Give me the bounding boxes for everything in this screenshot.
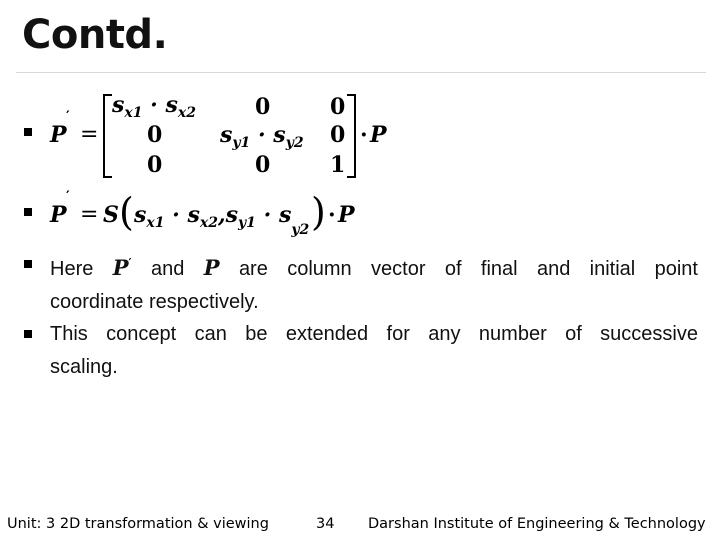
eq2-args: $s_{x1} \cdot s_{x2},s_{y1} \cdot s_{y2}$ — [134, 202, 310, 238]
eq2-close-paren: ) — [311, 190, 326, 234]
eq2-equals: = — [80, 202, 99, 227]
eq2-lhs: P — [50, 202, 67, 228]
eq2-func: S — [103, 202, 119, 228]
eq1-rhs: P — [370, 122, 387, 148]
eq1-prime: ′ — [66, 109, 70, 125]
matrix-r3c1: 0 — [147, 152, 163, 178]
bullet-text-here: Here P′ and P are column vector of final and initial point coordinate respectively. — [50, 247, 698, 319]
eq2-open-paren: ( — [119, 190, 134, 234]
matrix-r2c3: 0 — [330, 122, 346, 148]
eq1-times: · — [360, 122, 368, 148]
footer-page-number: 34 — [316, 516, 335, 532]
bullet-text-concept: This concept can be extended for any number of successive scaling. — [50, 318, 698, 384]
bullet-marker-1 — [24, 128, 32, 136]
bullet-marker-4 — [24, 330, 32, 338]
matrix-r2c2: $s_{y1} \cdot s_{y2}$ — [220, 122, 304, 151]
footer-institute: Darshan Institute of Engineering & Technology — [368, 516, 706, 532]
symbol-p-prime: P′ — [112, 255, 132, 280]
matrix-r3c3: 1 — [330, 152, 346, 178]
matrix-left-bracket — [103, 94, 112, 178]
slide-footer — [0, 510, 720, 540]
bullet-marker-3 — [24, 260, 32, 268]
matrix-r1c3: 0 — [330, 94, 346, 120]
bullet-text-here-line2: coordinate respectively. — [50, 291, 259, 313]
bullet-text-concept-line2: scaling. — [50, 356, 118, 378]
slide-title: Contd. — [22, 12, 168, 58]
symbol-p: P — [203, 255, 220, 280]
title-divider — [16, 72, 706, 73]
matrix-r2c1: 0 — [147, 122, 163, 148]
eq2-times: · — [328, 202, 336, 228]
eq1-lhs: P — [50, 122, 67, 148]
matrix-right-bracket — [347, 94, 356, 178]
eq2-rhs: P — [338, 202, 355, 228]
bullet-marker-2 — [24, 208, 32, 216]
footer-unit: Unit: 3 2D transformation & viewing — [7, 516, 269, 532]
matrix-r3c2: 0 — [255, 152, 271, 178]
eq2-prime: ′ — [66, 189, 70, 205]
matrix-r1c1: $s_{x1} \cdot s_{x2}$ — [112, 92, 196, 121]
matrix-r1c2: 0 — [255, 94, 271, 120]
eq1-equals: = — [80, 122, 99, 147]
